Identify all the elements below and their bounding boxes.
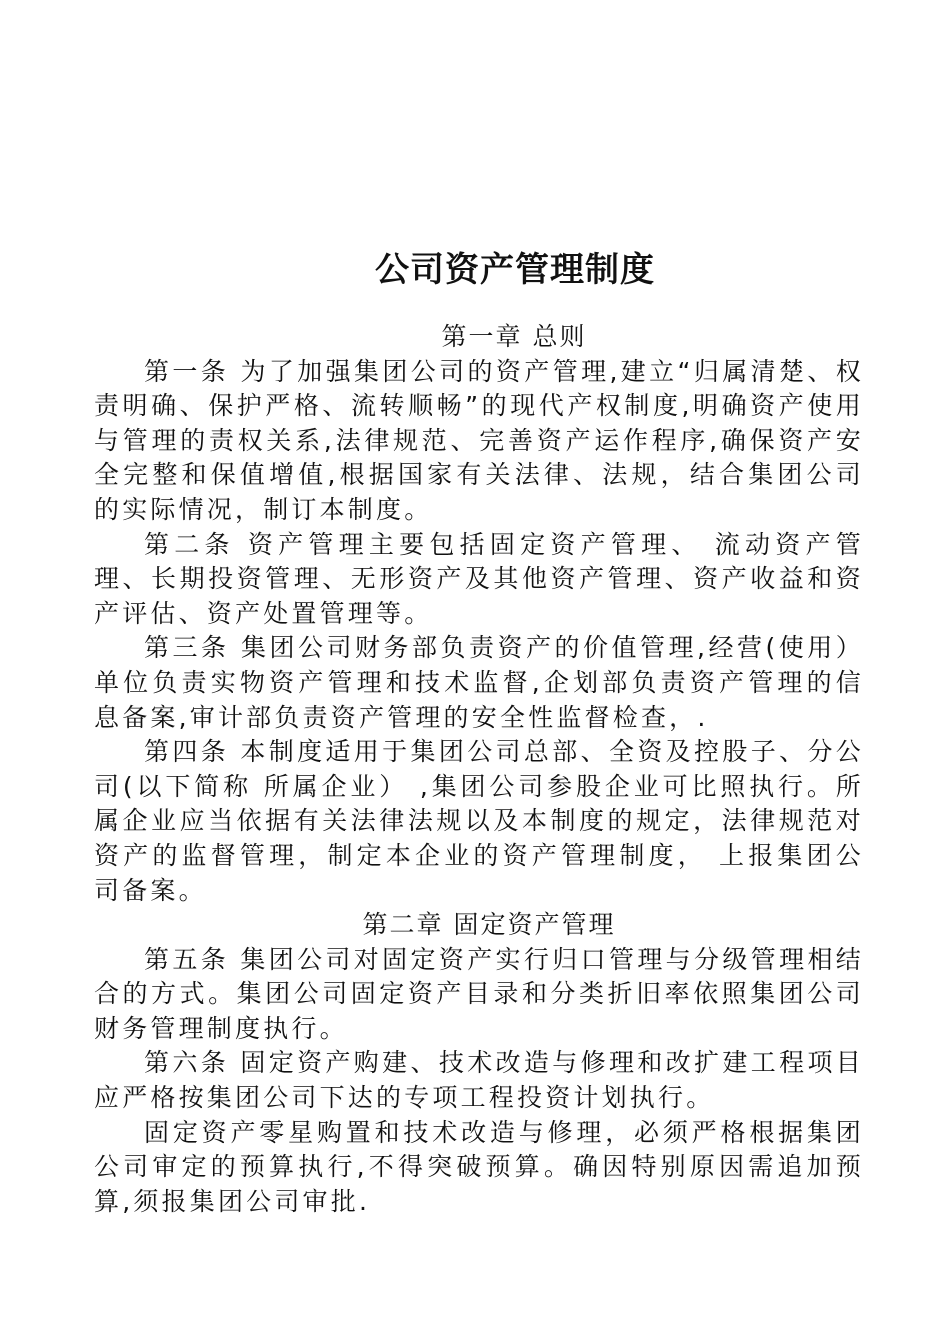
- article-2: 第二条 资产管理主要包括固定资产管理、 流动资产管理、长期投资管理、无形资产及其他资产管理、资产收益和资产评估、资产处置管理等。: [94, 529, 864, 628]
- article-4: 第四条 本制度适用于集团公司总部、全资及控股子、分公司(以下简称 所属企业） ,集团公司参股企业可比照执行。所属企业应当依据有关法律法规以及本制度的规定，法律规范对资产的监督管理，制定本企业的资产管理制度， 上报集团公司备案。: [94, 737, 864, 905]
- article-6-continued: 固定资产零星购置和技术改造与修理，必须严格根据集团公司审定的预算执行,不得突破预算。确因特别原因需追加预算,须报集团公司审批.: [94, 1117, 864, 1216]
- chapter-2-heading: 第二章 固定资产管理: [362, 910, 616, 940]
- document-title: 公司资产管理制度: [375, 250, 655, 290]
- article-6: 第六条 固定资产购建、技术改造与修理和改扩建工程项目应严格按集团公司下达的专项工程投资计划执行。: [94, 1048, 864, 1113]
- article-1: 第一条 为了加强集团公司的资产管理,建立“归属清楚、权责明确、保护严格、流转顺畅”的现代产权制度,明确资产使用与管理的责权关系,法律规范、完善资产运作程序,确保资产安全完整和保值增值,根据国家有关法律、法规，结合集团公司的实际情况，制订本制度。: [94, 356, 864, 524]
- document-body: [94, 320, 864, 1219]
- chapter-1-heading: 第一章 总则: [441, 322, 587, 351]
- article-3: 第三条 集团公司财务部负责资产的价值管理,经营(使用）单位负责实物资产管理和技术监督,企划部负责资产管理的信息备案,审计部负责资产管理的安全性监督检查，.: [94, 633, 864, 732]
- article-5: 第五条 集团公司对固定资产实行归口管理与分级管理相结合的方式。集团公司固定资产目录和分类折旧率依照集团公司财务管理制度执行。: [94, 944, 864, 1043]
